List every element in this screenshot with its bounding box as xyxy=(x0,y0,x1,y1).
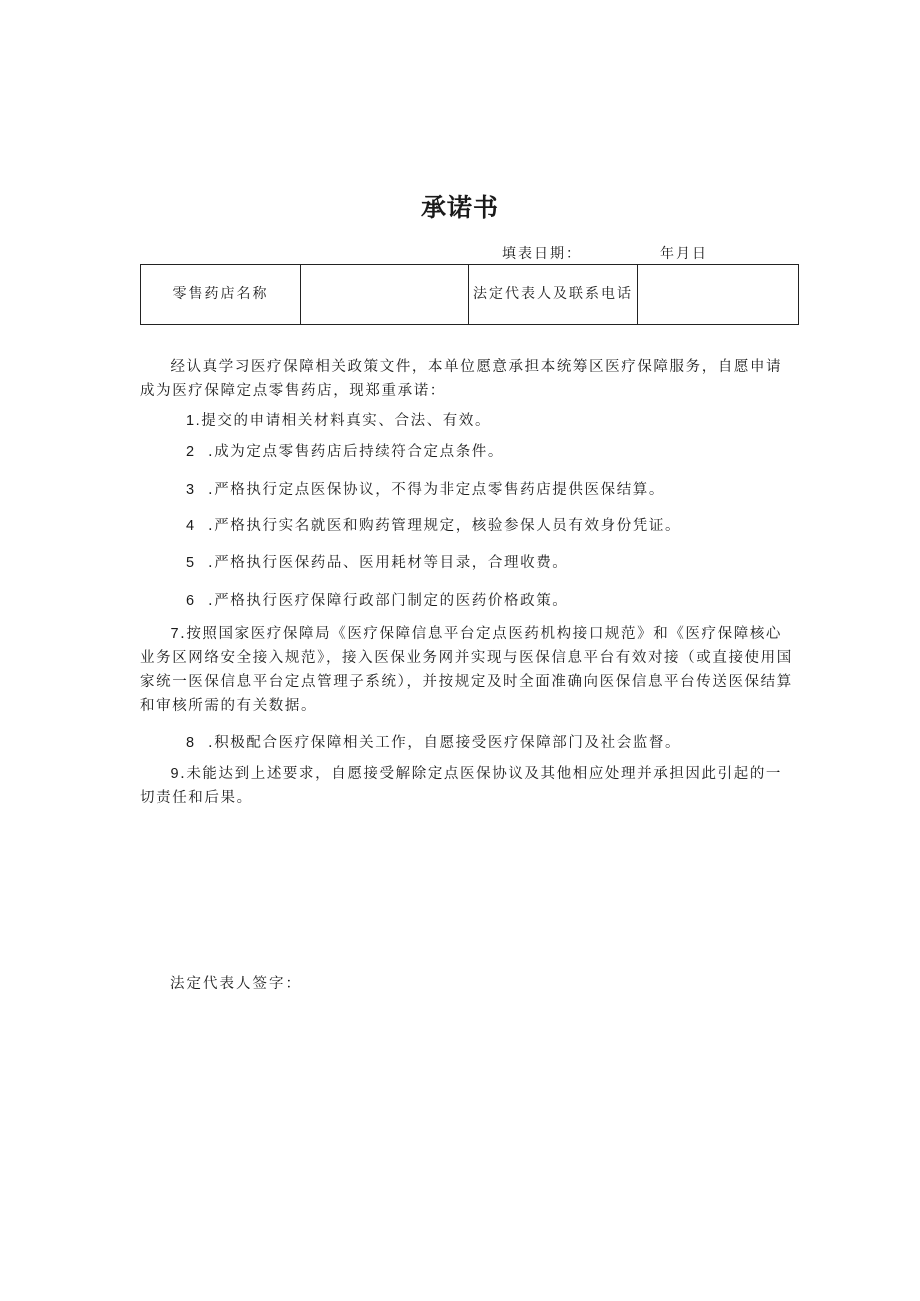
commitment-item-4 xyxy=(186,514,798,538)
item-number: 4 xyxy=(186,518,196,534)
store-name-field[interactable] xyxy=(301,265,469,325)
item-number: 1. xyxy=(186,413,202,429)
item-text: .严格执行医保药品、医用耗材等目录，合理收费。 xyxy=(208,555,569,571)
commitment-item-5 xyxy=(186,551,798,575)
item-text: .未能达到上述要求，自愿接受解除定点医保协议及其他相应处理并承担因此引起的一切责任和后果。 xyxy=(140,766,783,806)
table-row xyxy=(141,265,799,325)
item-number: 8 xyxy=(186,735,196,751)
item-number: 3 xyxy=(186,482,196,498)
commitment-item-6 xyxy=(186,589,798,613)
commitment-item-7 xyxy=(140,622,798,718)
item-text: .严格执行定点医保协议，不得为非定点零售药店提供医保结算。 xyxy=(208,482,666,498)
commitment-item-9 xyxy=(140,762,798,810)
item-number: 5 xyxy=(186,555,196,571)
commitment-item-8 xyxy=(186,731,798,755)
legal-rep-label: 法定代表人及联系电话 xyxy=(469,265,638,325)
item-number: 2 xyxy=(186,444,196,460)
legal-rep-field[interactable] xyxy=(638,265,799,325)
signature-label: 法定代表人签字： xyxy=(170,976,302,992)
item-text: 提交的申请相关材料真实、合法、有效。 xyxy=(201,413,492,429)
item-text: .严格执行医疗保障行政部门制定的医药价格政策。 xyxy=(208,593,569,609)
commitment-item-2 xyxy=(186,440,798,464)
item-text: .积极配合医疗保障相关工作，自愿接受医疗保障部门及社会监督。 xyxy=(208,735,682,751)
intro-paragraph: 经认真学习医疗保障相关政策文件，本单位愿意承担本统筹区医疗保障服务，自愿申请成为医疗保障定点零售药店，现郑重承诺： xyxy=(140,359,783,399)
item-text: .按照国家医疗保障局《医疗保障信息平台定点医药机构接口规范》和《医疗保障核心业务区网络安全接入规范》，接入医保业务网并实现与医保信息平台有效对接（或直接使用国家统一医保信息平台定点管理子系统），并按规定及时全面准确向医保信息平台传送医保结算和审核所需的有关数据。 xyxy=(140,626,793,714)
fill-date-suffix: 年月日 xyxy=(660,246,708,262)
commitment-item-1 xyxy=(186,409,798,433)
info-table xyxy=(140,264,799,325)
item-text: .严格执行实名就医和购药管理规定，核验参保人员有效身份凭证。 xyxy=(208,518,682,534)
item-number: 9 xyxy=(170,766,181,782)
item-number: 7 xyxy=(170,626,181,642)
item-text: .成为定点零售药店后持续符合定点条件。 xyxy=(208,444,505,460)
commitment-item-3 xyxy=(186,478,798,502)
fill-date-label: 填表日期： xyxy=(502,246,582,262)
store-name-label: 零售药店名称 xyxy=(141,265,301,325)
page-title: 承诺书 xyxy=(420,193,499,222)
item-number: 6 xyxy=(186,593,196,609)
